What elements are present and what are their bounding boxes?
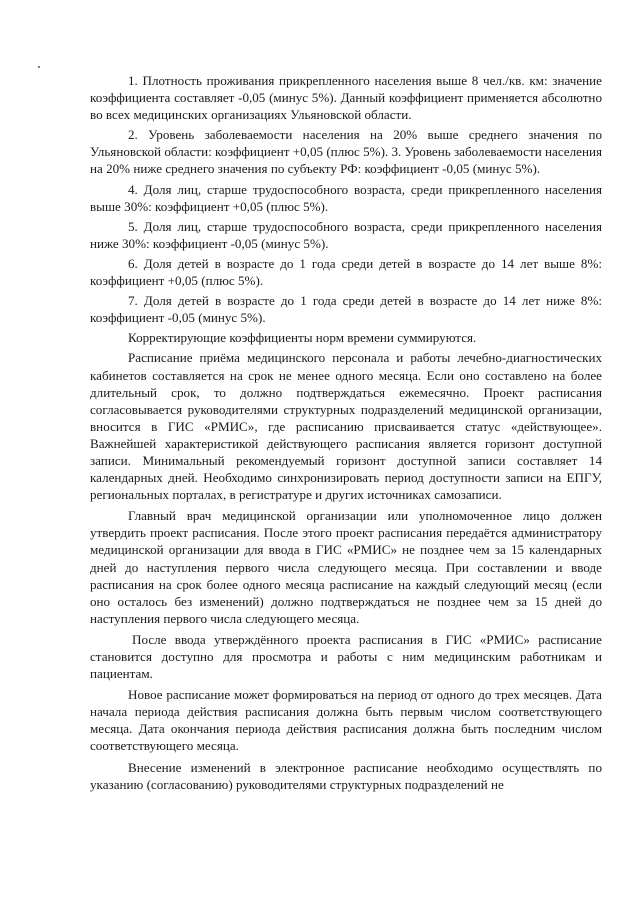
paragraph-coefficients-sum: Корректирующие коэффициенты норм времени суммируются. [128,330,477,346]
paragraph-schedule-changes: Внесение изменений в электронное расписание необходимо осуществлять по указанию (согласованию) руководителями структурных подразделений не [90,759,602,792]
scan-speck [38,66,40,68]
paragraph-schedule-duration: Расписание приёма медицинского персонала и работы лечебно-диагностических кабинетов составляется на срок не менее одного месяца. Если оно составлено на более длительный срок, то должно подтверждаться ежемесячно. Проект расписания согласовывается руководителями структурных подразделений медицинской организации, вносится в ГИС «РМИС», где расписанию присваивается статус «действующее». Важнейшей характеристикой действующего расписания является горизонт доступной записи. Минимальный рекомендуемый горизонт доступной записи составляет 14 календарных дней. Необходимо синхронизировать период доступности записи на ЕПГУ, региональных порталах, в регистратуре и других источниках самозаписи. [90,350,602,503]
paragraph-elderly-above-30: 4. Доля лиц, старше трудоспособного возраста, среди прикрепленного населения выше 30%: коэффициент +0,05 (плюс 5%). [90,181,602,214]
paragraph-density-coefficient: 1. Плотность проживания прикрепленного населения выше 8 чел./кв. км: значение коэффициента составляет -0,05 (минус 5%). Данный коэффициент применяется абсолютно во всех медицинских организациях Ульяновской области. [90,73,602,123]
paragraph-children-above-8: 6. Доля детей в возрасте до 1 года среди детей в возрасте до 14 лет выше 8%: коэффициент +0,05 (плюс 5%). [90,255,602,289]
document-body [90,72,602,797]
paragraph-elderly-below-30: 5. Доля лиц, старше трудоспособного возраста, среди прикрепленного населения ниже 30%: коэффициент -0,05 (минус 5%). [90,218,602,251]
paragraph-schedule-approval: Главный врач медицинской организации или уполномоченное лицо должен утвердить проект расписания. После этого проект расписания передаётся администратору медицинской организации для ввода в ГИС «РМИС» не позднее чем за 15 календарных дней до наступления первого числа следующего месяца. При составлении и вводе расписания на срок более одного месяца расписание на каждый следующий месяц (если оно осталось без изменений) должно подтверждаться не позднее чем за 15 дней до наступления первого числа следующего месяца. [90,508,602,626]
paragraph-schedule-availability: После ввода утверждённого проекта расписания в ГИС «РМИС» расписание становится доступно для просмотра и работы с ним медицинским работникам и пациентам. [90,631,602,682]
paragraph-new-schedule-period: Новое расписание может формироваться на период от одного до трех месяцев. Дата начала периода действия расписания должна быть первым числом соответствующего месяца. Дата окончания периода действия расписания должна быть последним числом соответствующего месяца. [90,687,602,754]
paragraph-morbidity-coefficient: 2. Уровень заболеваемости населения на 20% выше среднего значения по Ульяновской области: коэффициент +0,05 (плюс 5%). 3. Уровень заболеваемости населения на 20% ниже среднего значения по субъекту РФ: коэффициент -0,05 (минус 5%). [90,127,602,177]
paragraph-children-below-8: 7. Доля детей в возрасте до 1 года среди детей в возрасте до 14 лет ниже 8%: коэффициент -0,05 (минус 5%). [90,293,602,326]
